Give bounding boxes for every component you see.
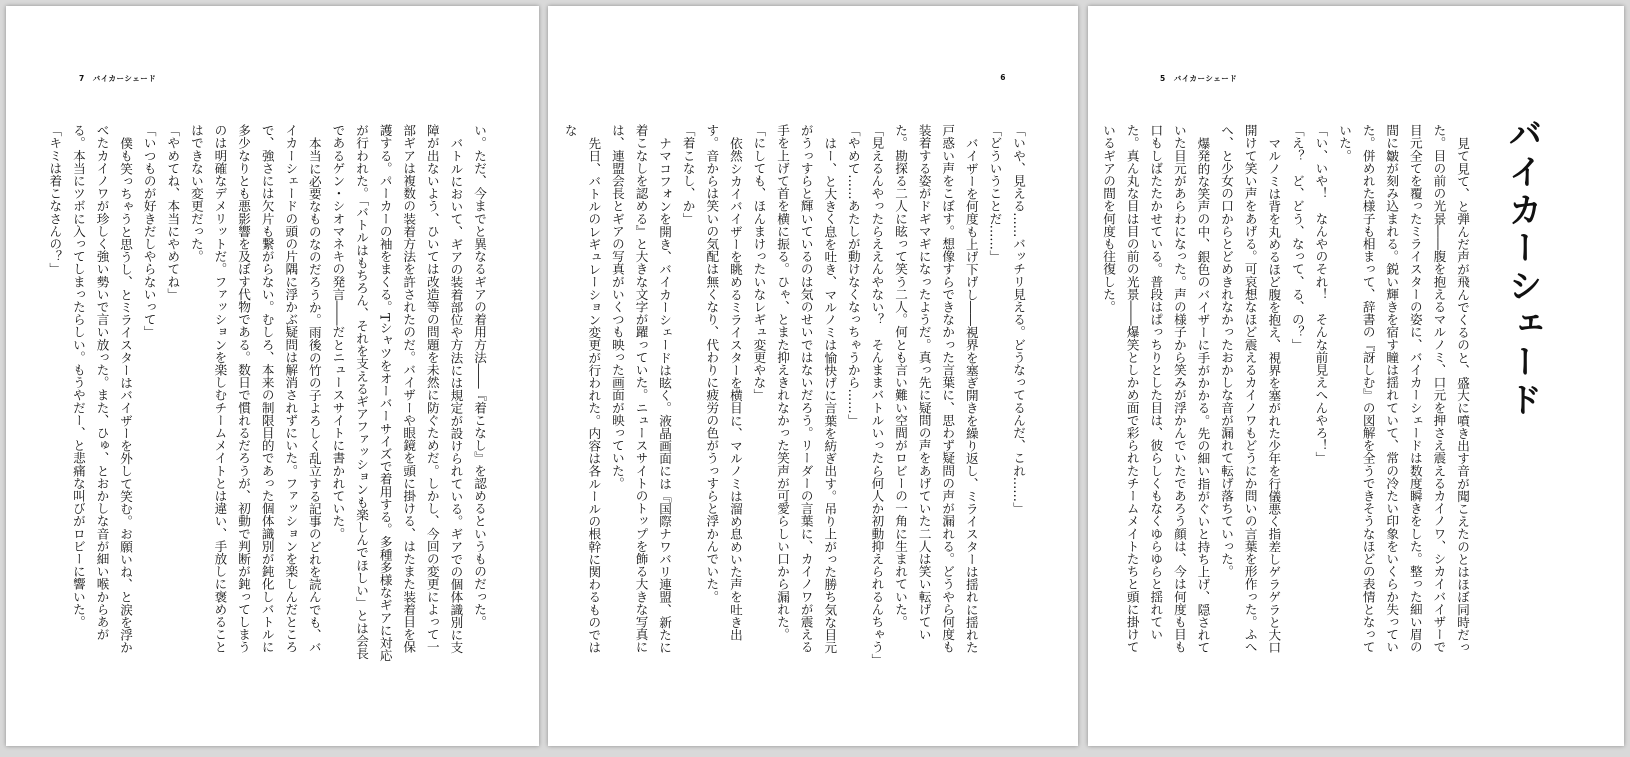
body-text: [562, 124, 1030, 666]
page-7: [6, 6, 539, 746]
paragraph: 「い、いや！ なんやのそれ！ そんな前見えへんやろ！」: [1313, 124, 1329, 465]
paragraph: 「キミは着こなさんの？」: [47, 124, 63, 276]
paragraph: 「どういうことだ……」: [987, 124, 1003, 263]
paragraph: 「やめて……あたしが動けなくなっちゃうから……」: [845, 124, 861, 427]
paragraph: 本当に必要なものなのだろうか。雨後の竹の子よろしく乱立する記事のどれを読んでも、バイカーシェードの頭の片隅に浮かぶ疑問は解消されずにいた。ファッションを楽しんだところで、強さには欠片も繋がらない。むしろ、本来の制限目的であった個体識別が鈍化しバトルに多少なりとも悪影響を及ぼす代物である。数日で慣れるだろうが、初動で判断が鈍ってしまうのは明確なデメリットだ。ファッションを楽しむチームメイトとは違い、手放しに褒めることはできない変更だった。: [188, 124, 322, 654]
paragraph: バトルにおいて、ギアの装着部位や方法には規定が設けられている。ギアでの個体識別に支障が出ないよう、ひいては改造等の問題を未然に防ぐためだ。しかし、今回の変更によって一部ギアは複数の装着方法を許されたのだ。バイザーや眼鏡を頭に掛ける、はたまた装着目を保護する。パーカーの袖をまくる。Tシャツをオーバーサイズで着用する。多種多様なギアに対応が行われた。「バトルはもちろん、それを支えるギアファッションも楽しんでほしい」とは会長であるゲン・シオマネキの発言――だとニュースサイトに書かれていた。: [330, 124, 464, 662]
paragraph: はー、と大きく息を吐き、マルノミは愉快げに言葉を紡ぎ出す。吊り上がった勝ち気な目元がうっすらと輝いているのは気のせいではないだろう。リーダーの言葉に、カイノワが震える手を上げて首を横に振る。ひゃ、とまた抑えきれなかった笑声が可愛らしい口から漏れた。: [775, 124, 838, 654]
paragraph: 「にしても、ほんまけったいなレギュ変更やな」: [751, 124, 767, 402]
page-header: 5 バイカーシェード: [1160, 74, 1238, 83]
page-6: [548, 6, 1078, 746]
paragraph: 依然シカイバイザーを眺めるミライスターを横目に、マルノミは溜め息めいた声を吐き出す。音からは笑いの気配は無くなり、代わりに疲労の色がうっすらと浮かんでいた。: [704, 124, 743, 641]
paragraph: 爆発的な笑声の中、銀色のバイザーに手がかかる。先の細い指がぐいと持ち上げ、隠されていた目元があらわになった。声の様子から笑みが浮かんでいたであろう顔は、今は何度も目も口もしばたたかせている。普段はぱっちりとした目は、彼らしくもなくゆらゆらと揺れていた。真ん丸な目は目の前の光景――爆笑としかめ面で彩られたチームメイトたちと頭に掛けているギアの間を何度も往復した。: [1101, 124, 1211, 654]
chapter-title: バイカーシェード: [1502, 116, 1542, 420]
paragraph: 「え？ ど、どう、なって、る、の？」: [1289, 124, 1305, 351]
page-header: 7 バイカーシェード: [79, 74, 157, 83]
page-number: 6: [1000, 73, 1006, 82]
paragraph: い。ただ、今までと異なるギアの着用方法――『着こなし』を認めるというものだった。: [472, 124, 487, 628]
paragraph: 「着こなし、か」: [680, 124, 696, 225]
paragraph: 「いや、見える……バッチリ見える。どうなってるんだ、これ……」: [1011, 124, 1026, 515]
paragraph: 先日、バトルのレギュレーション変更が行われた。内容は各ルールの根幹に関わるものではな: [562, 124, 602, 654]
paragraph: バイザーを何度も上げ下げし――視界を塞ぎ開きを繰り返し、ミライスターは揺れに揺れた戸惑い声をこぼす。想像すらできなかった言葉に、思わず疑問の声が漏れる。どうやら何度も装着する姿がドギマギになったようだ。真っ先に疑問の声をあげていた二人は笑い転げていた。勘探る二人に眩って笑う二人。何とも言い難い空間がロビーの一角に生まれていた。: [893, 124, 979, 654]
body-text: [1101, 124, 1474, 664]
body-text: [47, 124, 491, 664]
paragraph: 「やめてね、本当にやめてね」: [165, 124, 181, 301]
paragraph: マルノミは背を丸めるほど腹を抱え、視界を塞がれた少年を行儀悪く指差しゲラゲラと大口開けて笑い声をあげる。可哀想なほど震えるカイノワもどうにか問いの言葉を形作った。ふへへ、と少女の口からとどめきれなかったおかしな音が漏れて転げ落ちていった。: [1219, 124, 1282, 654]
page-5: [1088, 6, 1624, 746]
paragraph: ナマコフォンを開き、バイカーシェードは眩く。液晶画面には『国際ナワバリ連盟、新たに着こなしを認める』と大きな文字が躍っていた。ニュースサイトのトップを飾る大きな写真には、連盟会長とギアの写真がいくつも映った画面が映っていた。: [609, 124, 673, 654]
paragraph: 僕も笑っちゃうと思うし、とミライスターはバイザーを外して笑む。お願いね、と涙を浮かべたカイノワが珍しく強い勢いで言い放った。また、ひゅ、とおかしな音が細い喉からあがる。本当にツボに入ってしまったらしい。もうやだー、と悲痛な叫びがロビーに響いた。: [70, 124, 134, 654]
paragraph: 見て見て、と弾んだ声が飛んでくるのと、盛大に噴き出す音が聞こえたのとはほぼ同時だった。目の前の光景――腹を抱えるマルノミ、口元を押さえ震えるカイノワ、シカイバイザーで目元全てを覆ったミライスターの姿に、バイカーシェードは数度瞬きをした。整った細い眉の間に皺が刻み込まれる。鋭い輝きを宿す瞳は揺れていて、常の冷たい印象をいくらか失っていた。併めれた様子も相まって、辞書の『訝しむ』の図解を全うできそうなほどの表情となっていた。: [1337, 124, 1470, 654]
paragraph: 「見えるんやったらええんやない？ そんままバトルいったら何人か初動抑えられるんちゃう」: [869, 124, 885, 666]
paragraph: 「いつものが好きだしやらないって」: [141, 124, 157, 339]
